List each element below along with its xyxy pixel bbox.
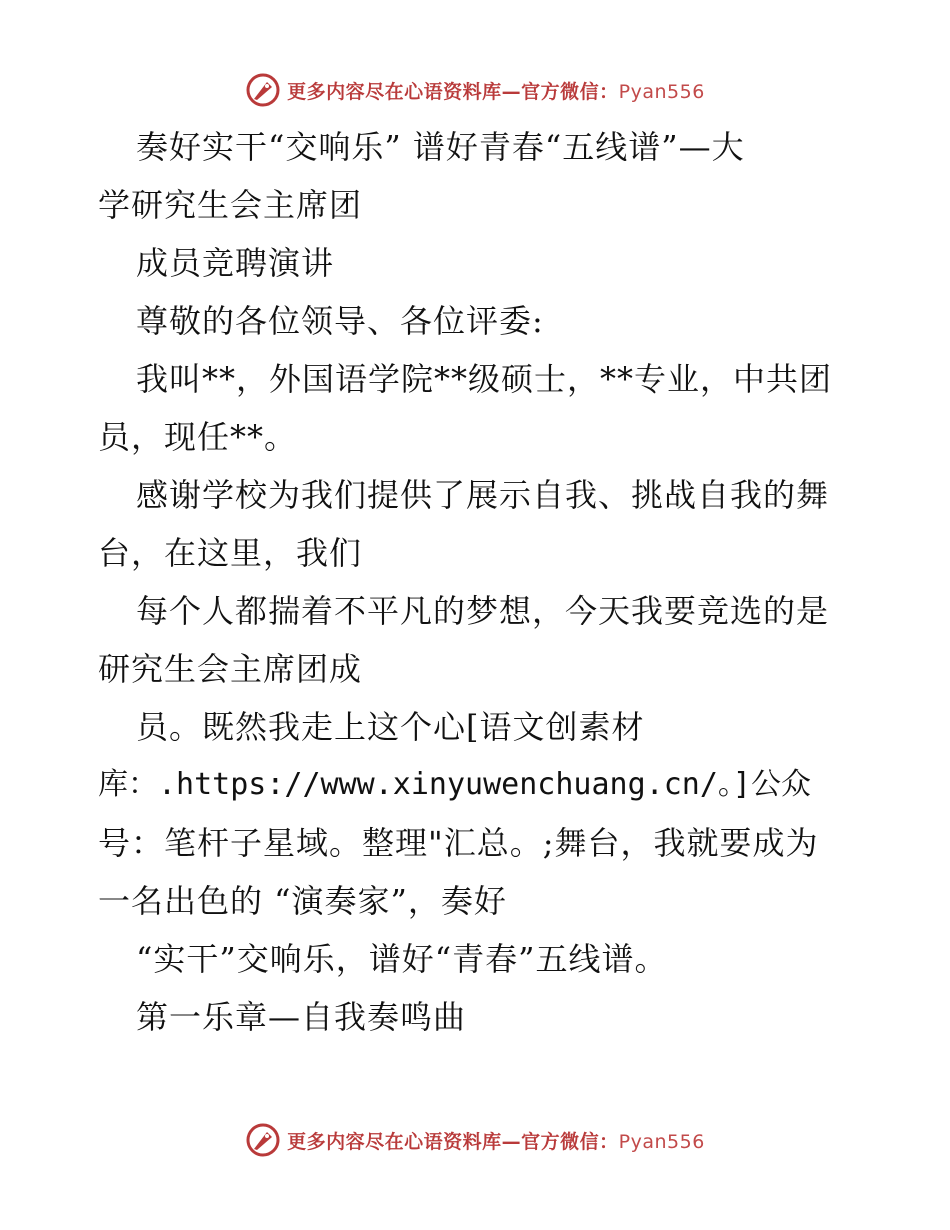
banner-text bbox=[287, 1127, 705, 1154]
paragraph-line: 台，在这里，我们 bbox=[98, 534, 363, 572]
paragraph-line: “实干”交响乐，谱好“青春”五线谱。 bbox=[136, 940, 668, 978]
title-line-3: 成员竞聘演讲 bbox=[136, 244, 335, 282]
paragraph-line: 员。既然我走上这个心[语文创素材 bbox=[136, 708, 645, 746]
title-line-1: 奏好实干“交响乐” 谱好青春“五线谱”—大 bbox=[136, 128, 745, 166]
paragraph-line: 每个人都揣着不平凡的梦想，今天我要竞选的是 bbox=[136, 592, 830, 630]
banner-text bbox=[287, 77, 705, 104]
paragraph-line: 一名出色的 “演奏家”，奏好 bbox=[98, 882, 507, 920]
banner-prefix: 更多内容尽在心语资料库—官方微信： bbox=[287, 1130, 619, 1153]
wechat-handle: Pyan556 bbox=[618, 80, 705, 103]
section-heading: 第一乐章—自我奏鸣曲 bbox=[136, 998, 467, 1036]
salutation: 尊敬的各位领导、各位评委: bbox=[136, 302, 544, 340]
pen-nib-circle-icon bbox=[245, 72, 281, 108]
footer-banner bbox=[0, 1120, 950, 1160]
paragraph-line: 号：笔杆子星域。整理"汇总。;舞台，我就要成为 bbox=[98, 824, 819, 862]
paragraph-line: 库：.https://www.xinyuwenchuang.cn/。]公众 bbox=[98, 767, 811, 802]
banner-prefix: 更多内容尽在心语资料库—官方微信： bbox=[287, 80, 619, 103]
wechat-handle: Pyan556 bbox=[618, 1130, 705, 1153]
pen-nib-circle-icon bbox=[245, 1122, 281, 1158]
paragraph-line: 员，现任**。 bbox=[98, 418, 298, 456]
paragraph-line: 感谢学校为我们提供了展示自我、挑战自我的舞 bbox=[136, 476, 830, 514]
header-banner bbox=[0, 70, 950, 110]
paragraph-line: 研究生会主席团成 bbox=[98, 650, 363, 688]
title-line-2: 学研究生会主席团 bbox=[98, 186, 363, 224]
document-body bbox=[98, 118, 858, 1046]
paragraph-line: 我叫**，外国语学院**级硕士，**专业，中共团 bbox=[136, 360, 833, 398]
